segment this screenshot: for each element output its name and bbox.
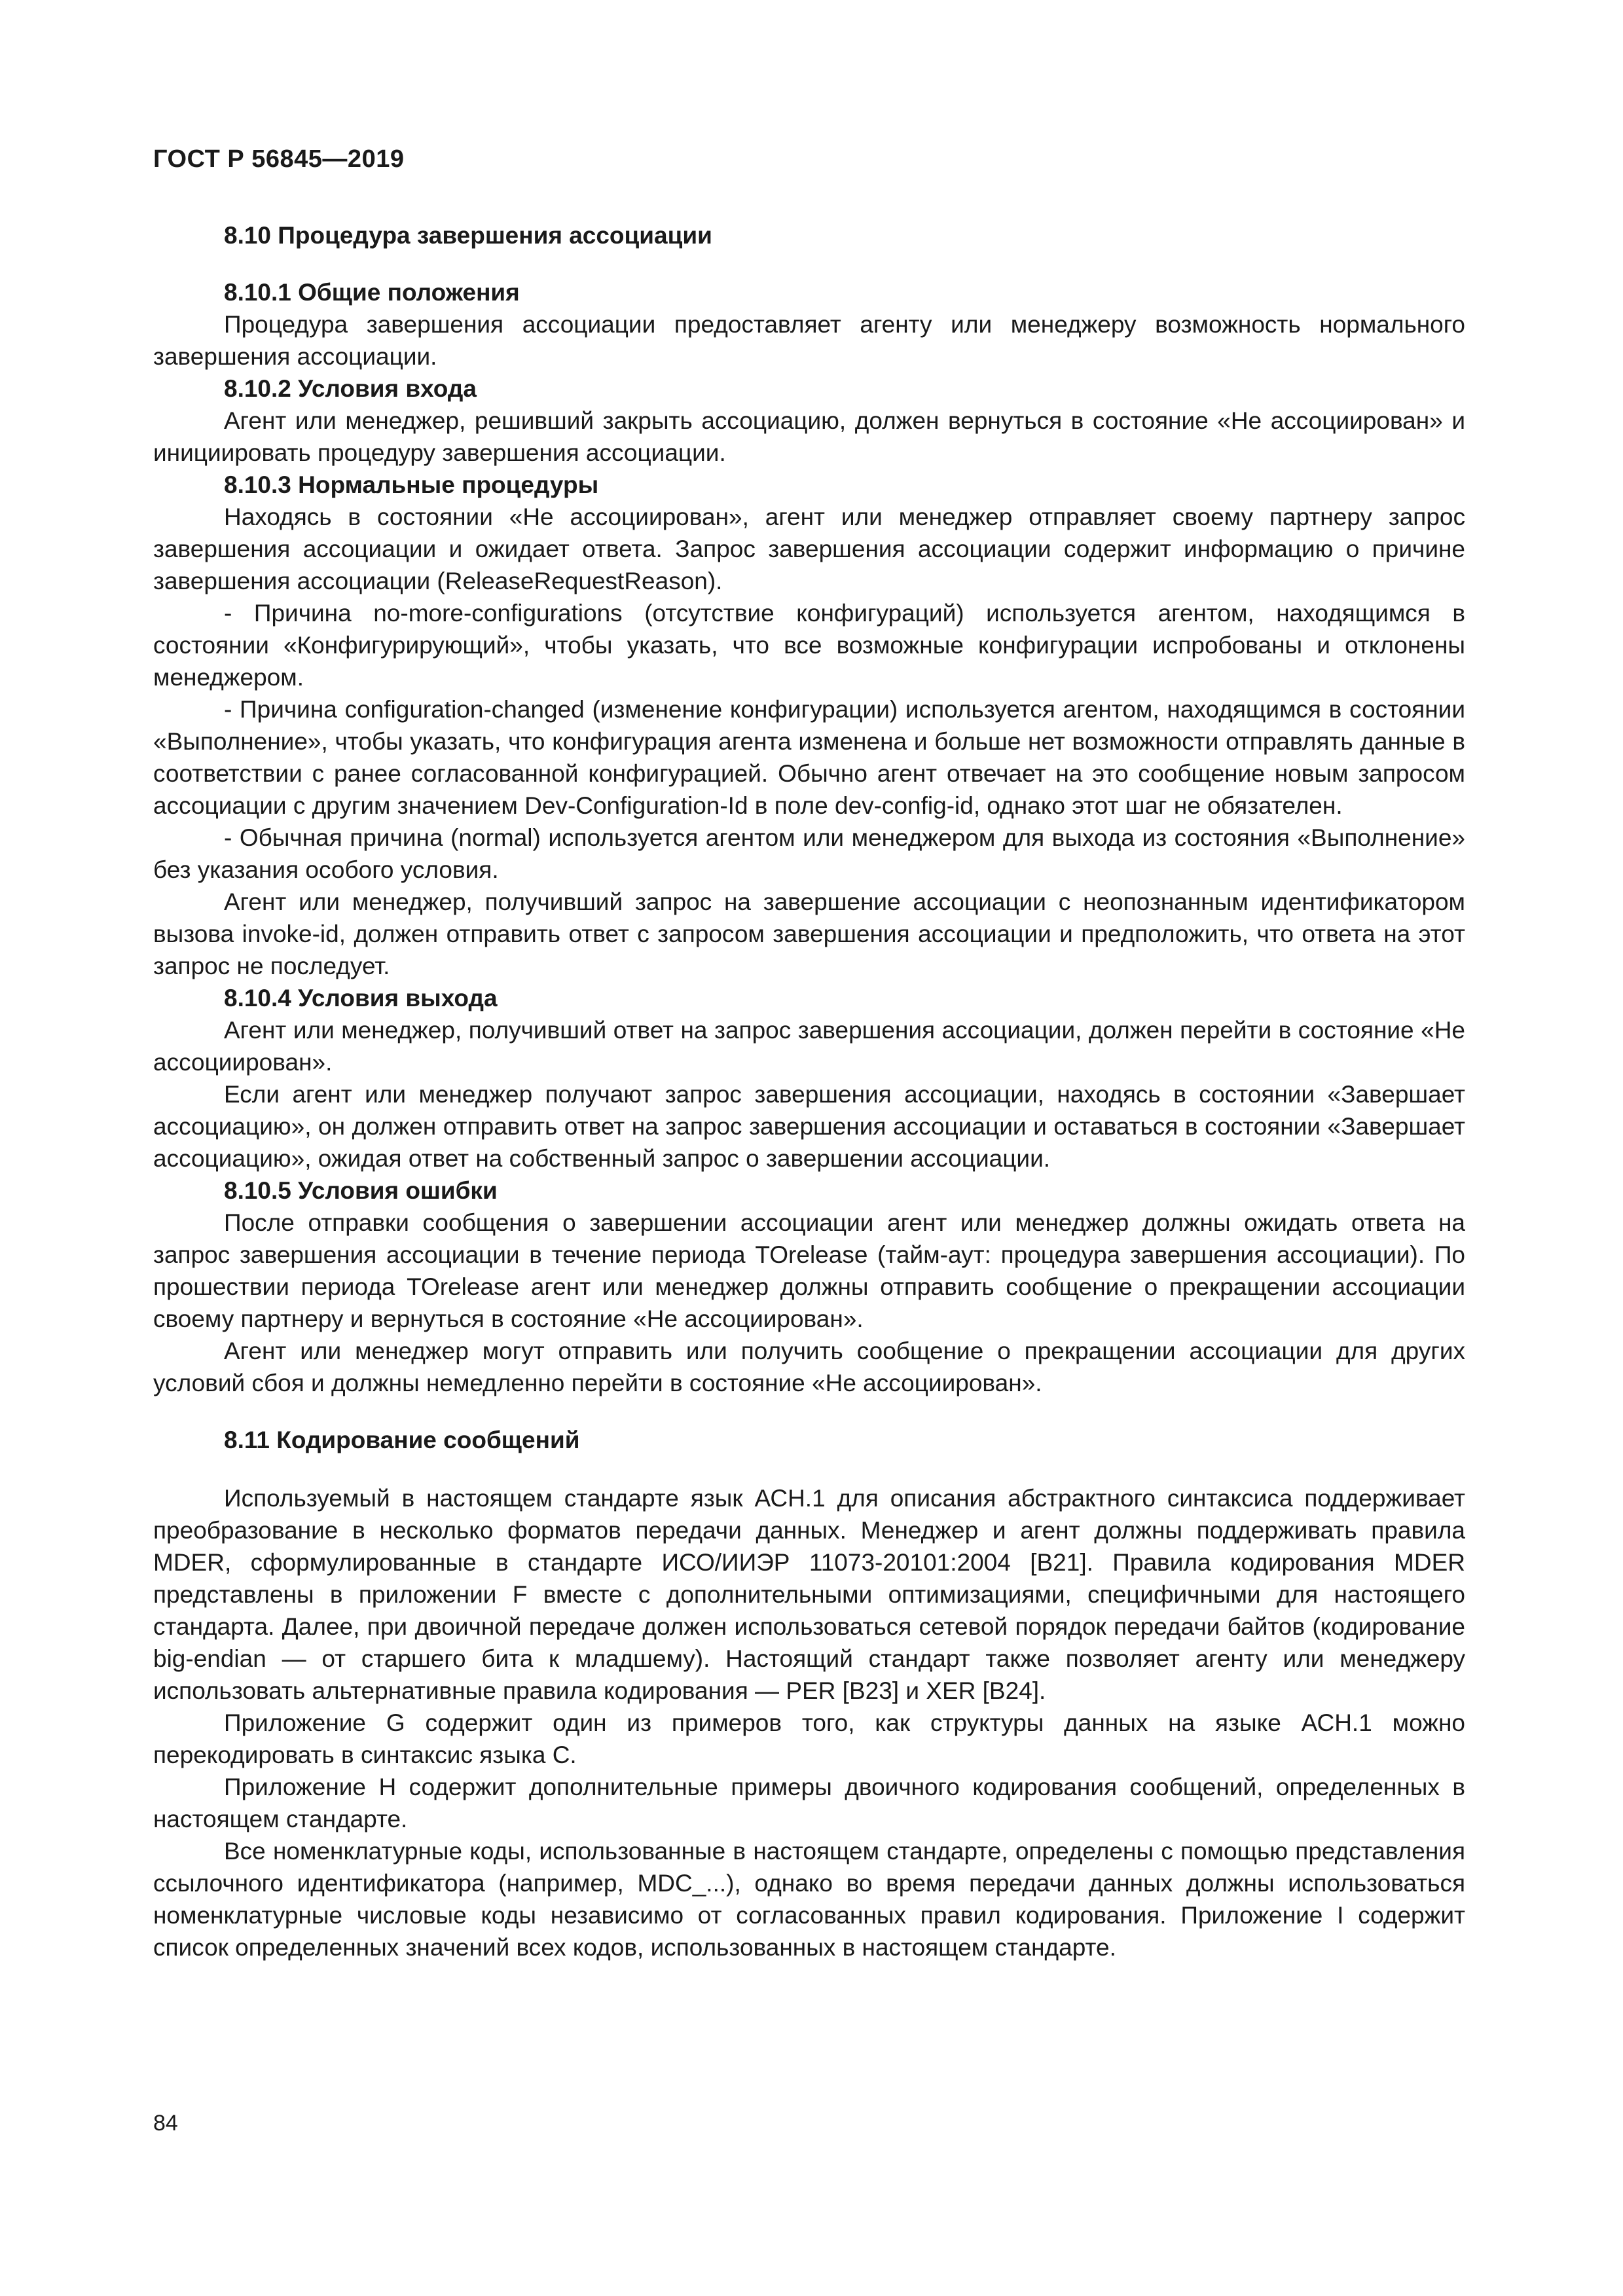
paragraph: Приложение H содержит дополнительные примеры двоичного кодирования сообщений, определенных в настоящем стандарте. xyxy=(153,1774,1465,1832)
section-8-10-title: 8.10 Процедура завершения ассоциации xyxy=(224,222,712,249)
document-body xyxy=(153,219,1465,1963)
paragraph: - Причина configuration-changed (изменение конфигурации) используется агентом, находящимся в состоянии «Выполнение», чтобы указать, что конфигурация агента изменена и больше нет возможности отправлять данные в соответствии с ранее согласованной конфигурацией. Обычно агент отвечает на это сообщение новым запросом ассоциации с другим значением Dev-Configuration-Id в поле dev-config-id, однако этот шаг не обязателен. xyxy=(153,696,1465,819)
paragraph: Процедура завершения ассоциации предоставляет агенту или менеджеру возможность нормального завершения ассоциации. xyxy=(153,311,1465,370)
paragraph: После отправки сообщения о завершении ассоциации агент или менеджер должны ожидать ответа на запрос завершения ассоциации в течение периода TOrelease (тайм-аут: процедура завершения ассоциации). По прошествии периода TOrelease агент или менеджер должны отправить сообщение о прекращении ассоциации своему партнеру и вернуться в состояние «Не ассоциирован». xyxy=(153,1209,1465,1332)
paragraph: Используемый в настоящем стандарте язык АСН.1 для описания абстрактного синтаксиса поддерживает преобразование в несколько форматов передачи данных. Менеджер и агент должны поддерживать правила MDER, сформулированные в стандарте ИСО/ИИЭР 11073-20101:2004 [B21]. Правила кодирования MDER представлены в приложении F вместе с дополнительными оптимизациями, специфичными для настоящего стандарта. Далее, при двоичной передаче должен использоваться сетевой порядок передачи байтов (кодирование big-endian — от старшего бита к младшему). Настоящий стандарт также позволяет агенту или менеджеру использовать альтернативные правила кодирования — PER [B23] и XER [B24]. xyxy=(153,1485,1465,1704)
section-8-11-title: 8.11 Кодирование сообщений xyxy=(224,1427,580,1453)
paragraph: Агент или менеджер, получивший запрос на завершение ассоциации с неопознанным идентификатором вызова invoke-id, должен отправить ответ с запросом завершения ассоциации и предположить, что ответа на этот запрос не последует. xyxy=(153,888,1465,979)
paragraph: Приложение G содержит один из примеров того, как структуры данных на языке АСН.1 можно перекодировать в синтаксис языка С. xyxy=(153,1709,1465,1768)
paragraph: Агент или менеджер могут отправить или получить сообщение о прекращении ассоциации для других условий сбоя и должны немедленно перейти в состояние «Не ассоциирован». xyxy=(153,1338,1465,1396)
subsection-8-10-1-title: 8.10.1 Общие положения xyxy=(224,279,520,306)
paragraph: Все номенклатурные коды, использованные в настоящем стандарте, определены с помощью представления ссылочного идентификатора (например, MDC_...), однако во время передачи данных должны использоваться номенклатурные числовые коды независимо от согласованных правил кодирования. Приложение I содержит список определенных значений всех кодов, использованных в настоящем стандарте. xyxy=(153,1838,1465,1961)
page-number: 84 xyxy=(153,2111,178,2136)
subsection-8-10-3-title: 8.10.3 Нормальные процедуры xyxy=(224,471,599,498)
standard-id-header: ГОСТ Р 56845—2019 xyxy=(153,145,405,173)
subsection-8-10-4-title: 8.10.4 Условия выхода xyxy=(224,985,498,1011)
paragraph: Если агент или менеджер получают запрос завершения ассоциации, находясь в состоянии «Завершает ассоциацию», он должен отправить ответ на запрос завершения ассоциации и оставаться в состоянии «Завершает ассоциацию», ожидая ответ на собственный запрос о завершении ассоциации. xyxy=(153,1081,1465,1172)
paragraph: Агент или менеджер, решивший закрыть ассоциацию, должен вернуться в состояние «Не ассоциирован» и инициировать процедуру завершения ассоциации. xyxy=(153,407,1465,466)
paragraph: - Обычная причина (normal) используется агентом или менеджером для выхода из состояния «Выполнение» без указания особого условия. xyxy=(153,824,1465,883)
paragraph: Находясь в состоянии «Не ассоциирован», агент или менеджер отправляет своему партнеру запрос завершения ассоциации и ожидает ответа. Запрос завершения ассоциации содержит информацию о причине завершения ассоциации (ReleaseRequestReason). xyxy=(153,503,1465,594)
subsection-8-10-2-title: 8.10.2 Условия входа xyxy=(224,375,477,402)
paragraph: - Причина no-more-configurations (отсутствие конфигураций) используется агентом, находящимся в состоянии «Конфигурирующий», чтобы указать, что все возможные конфигурации испробованы и отклонены менеджером. xyxy=(153,600,1465,691)
subsection-8-10-5-title: 8.10.5 Условия ошибки xyxy=(224,1177,498,1204)
paragraph: Агент или менеджер, получивший ответ на запрос завершения ассоциации, должен перейти в состояние «Не ассоциирован». xyxy=(153,1017,1465,1076)
